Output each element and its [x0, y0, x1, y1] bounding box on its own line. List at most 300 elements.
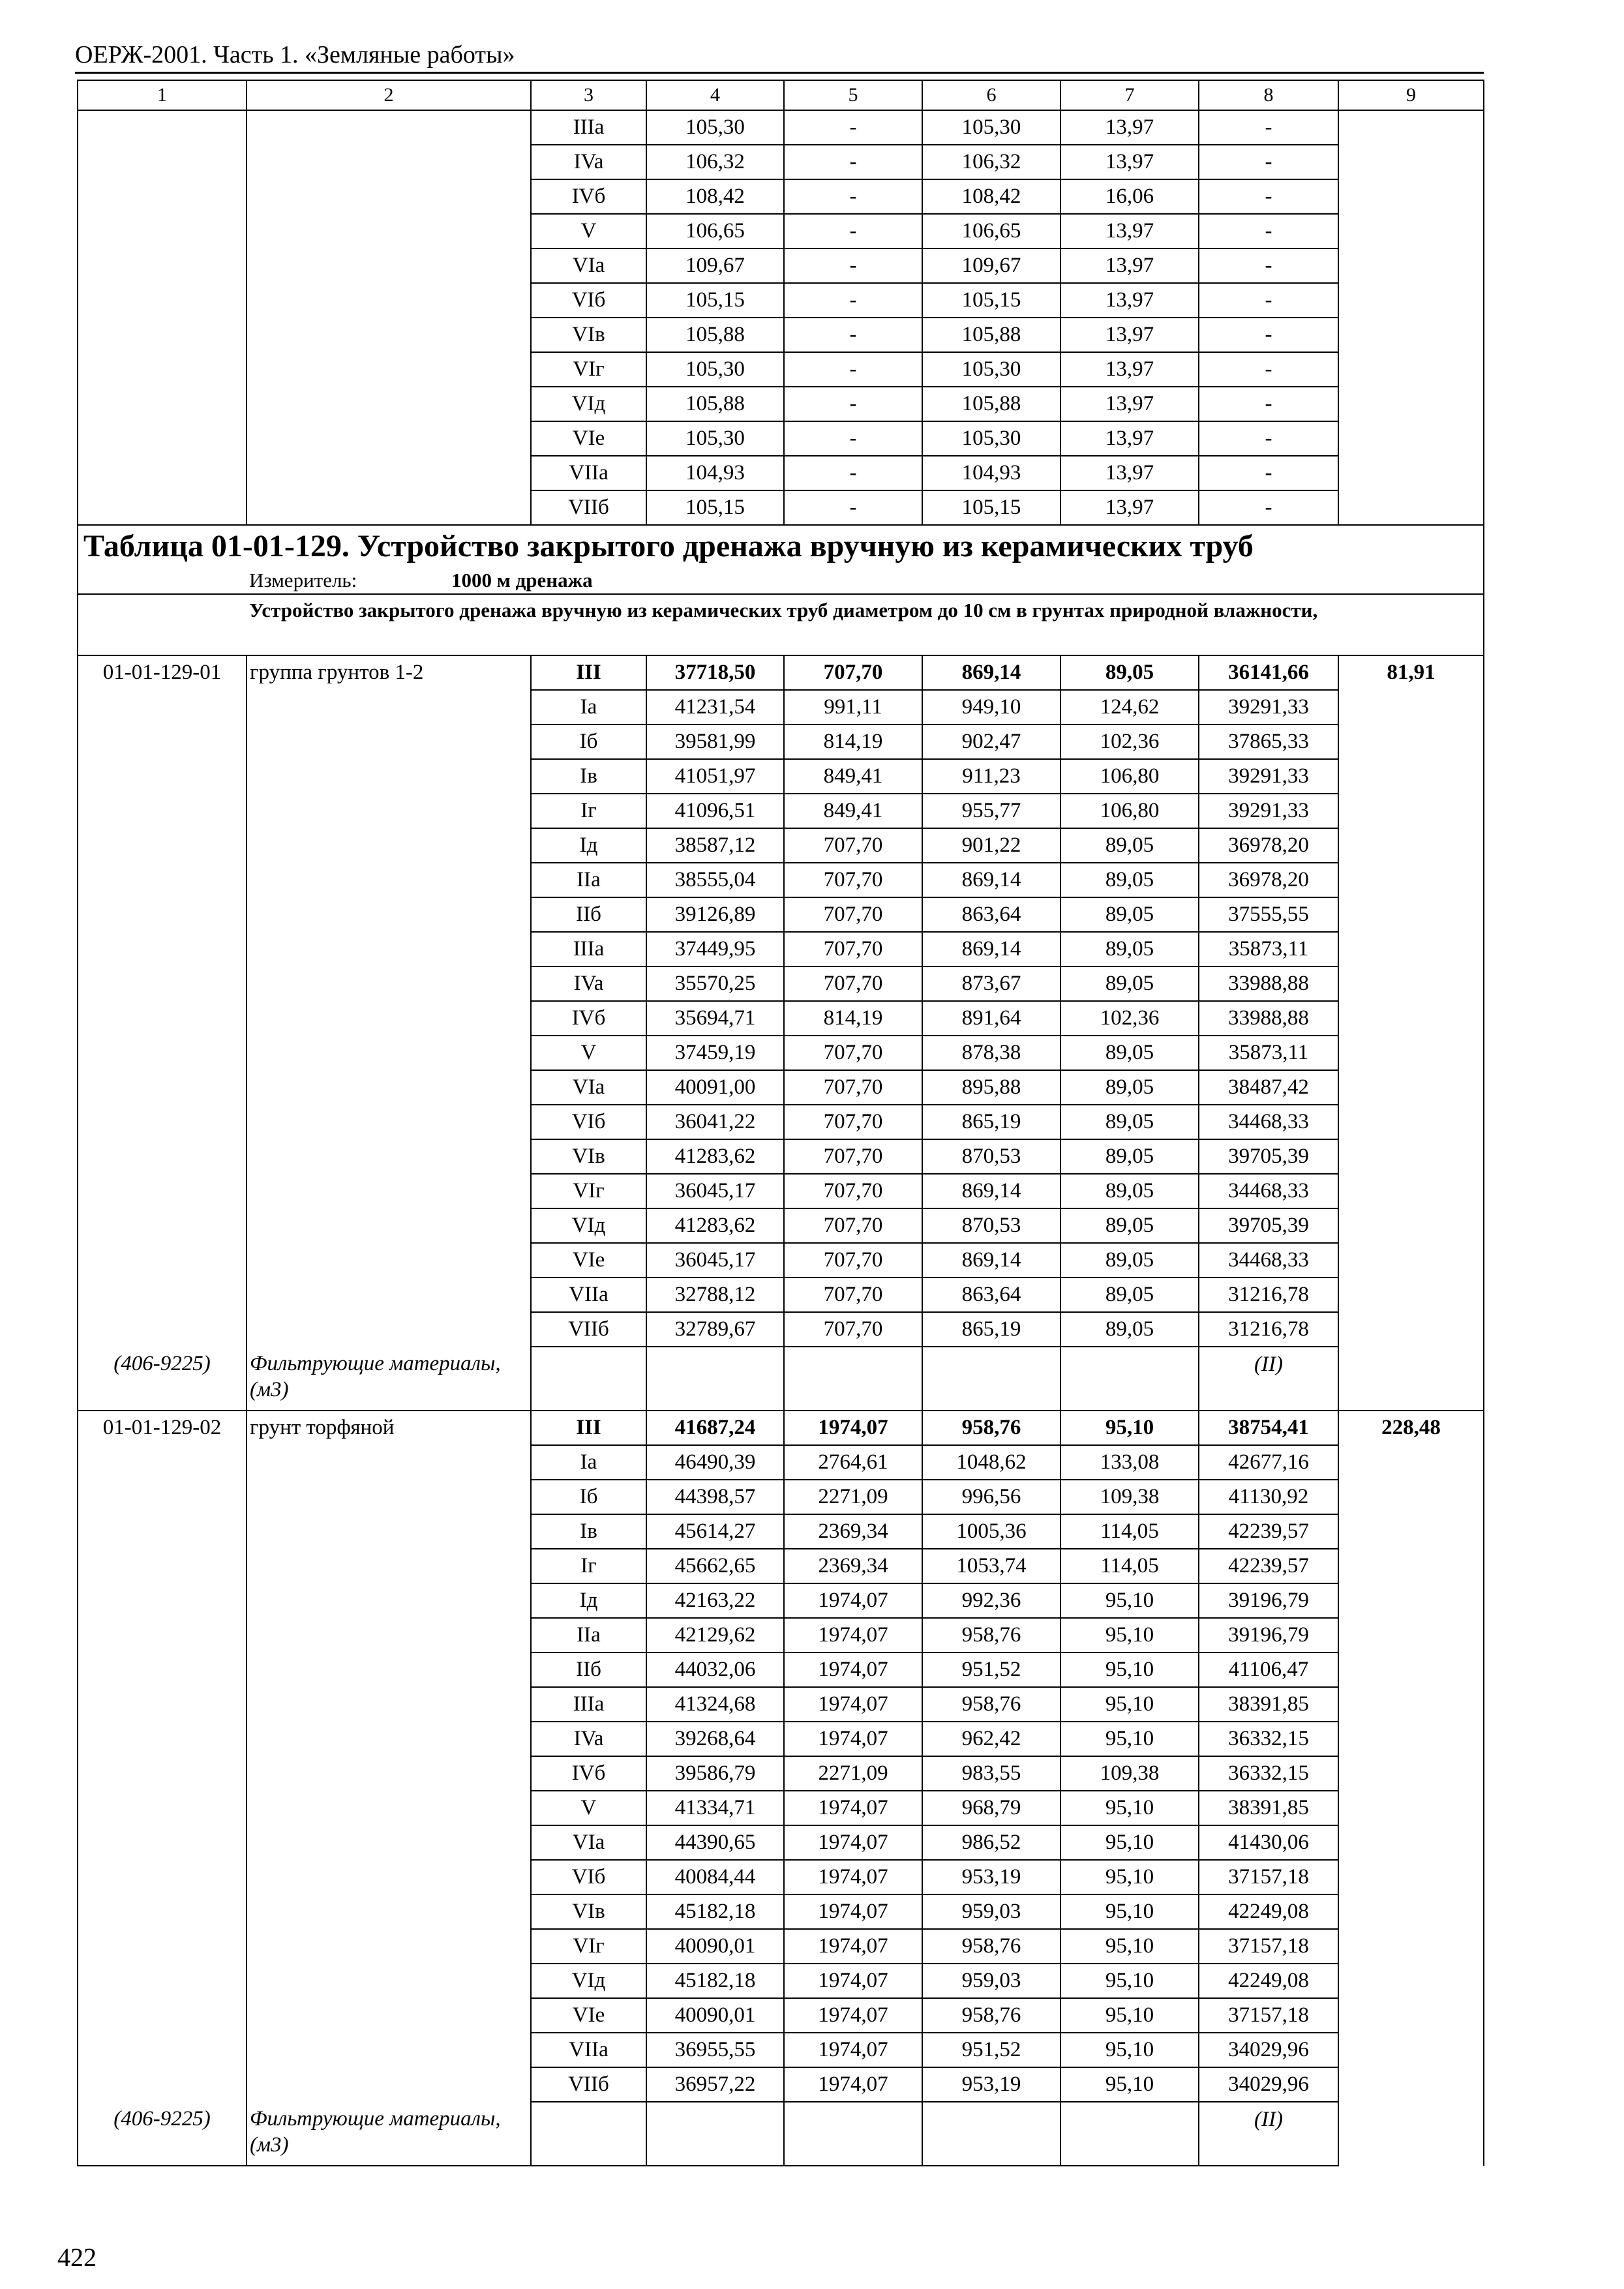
table-cell: 863,64 — [922, 1278, 1060, 1312]
table-cell: 41324,68 — [646, 1687, 784, 1722]
table-cell: 869,14 — [922, 655, 1060, 690]
table-cell: 34468,33 — [1199, 1174, 1338, 1208]
table-cell: 102,36 — [1060, 1001, 1199, 1036]
table-cell: 951,52 — [922, 1653, 1060, 1687]
empty-cell — [247, 1312, 531, 1347]
table-cell: 38487,42 — [1199, 1070, 1338, 1105]
table-cell: 16,06 — [1060, 179, 1199, 214]
table-cell: 13,97 — [1060, 110, 1199, 145]
empty-cell — [247, 1445, 531, 1480]
empty-cell — [78, 1243, 247, 1278]
table-cell: 37157,18 — [1199, 1929, 1338, 1964]
table-cell: VIIa — [531, 2033, 646, 2067]
table-cell: 13,97 — [1060, 318, 1199, 352]
table-cell: 41096,51 — [646, 794, 784, 828]
table-cell: 89,05 — [1060, 1174, 1199, 1208]
table-cell: 109,67 — [646, 248, 784, 283]
table-cell: 35694,71 — [646, 1001, 784, 1036]
table-cell: 13,97 — [1060, 490, 1199, 525]
empty-cell — [78, 1998, 247, 2033]
empty-cell — [78, 594, 247, 655]
table-cell: 878,38 — [922, 1036, 1060, 1070]
table-cell: 34468,33 — [1199, 1105, 1338, 1139]
empty-cell — [247, 1825, 531, 1860]
empty-cell — [78, 1756, 247, 1791]
table-cell: 41687,24 — [646, 1411, 784, 1445]
empty-cell — [247, 1756, 531, 1791]
table-cell: 13,97 — [1060, 214, 1199, 248]
table-cell: 968,79 — [922, 1791, 1060, 1825]
table-title: Таблица 01-01-129. Устройство закрытого дренажа вручную из керамических труб — [78, 525, 1484, 567]
empty-cell — [247, 1860, 531, 1894]
table-cell: 37157,18 — [1199, 1998, 1338, 2033]
table-cell: 707,70 — [784, 1036, 922, 1070]
table-cell: 707,70 — [784, 932, 922, 966]
measure-cell — [247, 567, 1484, 594]
table-cell: 95,10 — [1060, 1653, 1199, 1687]
table-cell: 105,15 — [922, 490, 1060, 525]
table-cell: 105,30 — [646, 110, 784, 145]
table-cell: 958,76 — [922, 1687, 1060, 1722]
table-row — [78, 1001, 1484, 1036]
column-number: 3 — [531, 80, 646, 110]
table-cell: 707,70 — [784, 1312, 922, 1347]
table-cell: 962,42 — [922, 1722, 1060, 1756]
empty-cell — [78, 966, 247, 1001]
table-cell: 42239,57 — [1199, 1514, 1338, 1549]
table-cell: VIIб — [531, 1312, 646, 1347]
table-row — [78, 690, 1484, 725]
table-cell: 42129,62 — [646, 1618, 784, 1653]
table-cell: - — [784, 214, 922, 248]
table-cell: IVa — [531, 145, 646, 179]
empty-cell — [784, 1347, 922, 1411]
table-cell: 34029,96 — [1199, 2033, 1338, 2067]
table-cell: 105,15 — [922, 283, 1060, 318]
table-cell: 1974,07 — [784, 1618, 922, 1653]
table-cell: 36332,15 — [1199, 1756, 1338, 1791]
table-cell: 958,76 — [922, 1929, 1060, 1964]
table-cell: 869,14 — [922, 863, 1060, 897]
table-cell: Ia — [531, 1445, 646, 1480]
table-cell: 32789,67 — [646, 1312, 784, 1347]
table-cell: VIe — [531, 1243, 646, 1278]
column-number: 5 — [784, 80, 922, 110]
table-cell: IIб — [531, 897, 646, 932]
rate-name: группа грунтов 1-2 — [247, 655, 531, 690]
rate-code: 01-01-129-01 — [78, 655, 247, 690]
table-cell: - — [784, 421, 922, 456]
table-cell: - — [1199, 456, 1338, 490]
table-cell: - — [784, 352, 922, 387]
table-cell: 707,70 — [784, 1174, 922, 1208]
table-cell: IVб — [531, 179, 646, 214]
group-main-row — [78, 1411, 1484, 1445]
material-code-text: (406-9225) — [113, 2107, 211, 2131]
table-cell: 13,97 — [1060, 387, 1199, 421]
empty-cell — [922, 2102, 1060, 2166]
empty-cell — [1338, 110, 1484, 525]
table-cell: 36957,22 — [646, 2067, 784, 2102]
empty-cell — [247, 1036, 531, 1070]
table-cell: 105,30 — [922, 421, 1060, 456]
empty-cell — [78, 1894, 247, 1929]
table-cell: VIб — [531, 283, 646, 318]
table-cell: - — [784, 179, 922, 214]
empty-cell — [247, 1791, 531, 1825]
table-row — [78, 2033, 1484, 2067]
empty-cell — [247, 1174, 531, 1208]
table-cell: 42249,08 — [1199, 1894, 1338, 1929]
table-cell: 13,97 — [1060, 421, 1199, 456]
table-cell: V — [531, 214, 646, 248]
table-cell: 13,97 — [1060, 145, 1199, 179]
table-cell: 1048,62 — [922, 1445, 1060, 1480]
table-cell: 707,70 — [784, 1105, 922, 1139]
table-cell: 38555,04 — [646, 863, 784, 897]
empty-cell — [247, 794, 531, 828]
table-cell: - — [1199, 318, 1338, 352]
material-name-text: Фильтрующие материалы, (м3) — [250, 2107, 501, 2157]
empty-cell — [78, 1070, 247, 1105]
table-cell: 953,19 — [922, 2067, 1060, 2102]
table-row — [78, 794, 1484, 828]
table-cell: 911,23 — [922, 759, 1060, 794]
table-cell: 36978,20 — [1199, 828, 1338, 863]
table-cell: 814,19 — [784, 725, 922, 759]
table-row — [78, 1278, 1484, 1312]
table-cell: 13,97 — [1060, 248, 1199, 283]
table-cell: 1974,07 — [784, 2033, 922, 2067]
empty-cell — [247, 1964, 531, 1998]
table-cell: 42249,08 — [1199, 1964, 1338, 1998]
table-cell: 105,30 — [922, 110, 1060, 145]
table-cell: Iд — [531, 1583, 646, 1618]
table-cell: - — [1199, 110, 1338, 145]
table-cell: 991,11 — [784, 690, 922, 725]
table-cell: 45182,18 — [646, 1894, 784, 1929]
empty-cell — [247, 1278, 531, 1312]
table-cell: - — [1199, 145, 1338, 179]
table-row — [78, 1243, 1484, 1278]
table-cell: 41334,71 — [646, 1791, 784, 1825]
table-cell: 2271,09 — [784, 1480, 922, 1514]
empty-cell — [78, 1480, 247, 1514]
table-cell: Iб — [531, 725, 646, 759]
empty-cell — [78, 1036, 247, 1070]
table-row — [78, 1653, 1484, 1687]
table-cell: 39291,33 — [1199, 690, 1338, 725]
table-cell: - — [1199, 352, 1338, 387]
table-cell: 42163,22 — [646, 1583, 784, 1618]
table-cell: VIг — [531, 1929, 646, 1964]
table-cell: 89,05 — [1060, 863, 1199, 897]
empty-cell — [247, 1653, 531, 1687]
table-cell: 45182,18 — [646, 1964, 784, 1998]
table-cell: Iв — [531, 759, 646, 794]
column-number: 7 — [1060, 80, 1199, 110]
table-cell: IIIa — [531, 1687, 646, 1722]
table-cell: 707,70 — [784, 1243, 922, 1278]
table-cell: 2369,34 — [784, 1514, 922, 1549]
table-cell: 89,05 — [1060, 966, 1199, 1001]
empty-cell — [78, 725, 247, 759]
table-cell: 707,70 — [784, 1139, 922, 1174]
material-value — [1199, 2102, 1338, 2166]
page-number: 422 — [57, 2243, 97, 2272]
empty-cell — [78, 1001, 247, 1036]
empty-cell — [78, 1139, 247, 1174]
table-cell: 891,64 — [922, 1001, 1060, 1036]
table-cell: 105,88 — [646, 318, 784, 352]
description-row — [78, 594, 1484, 655]
table-cell: 35570,25 — [646, 966, 784, 1001]
table-row — [78, 966, 1484, 1001]
table-cell: 869,14 — [922, 932, 1060, 966]
table-cell: IVa — [531, 1722, 646, 1756]
table-row — [78, 1549, 1484, 1583]
empty-cell — [247, 1929, 531, 1964]
empty-cell — [78, 863, 247, 897]
table-cell: 89,05 — [1060, 1312, 1199, 1347]
table-cell: 1974,07 — [784, 1825, 922, 1860]
table-cell: 41106,47 — [1199, 1653, 1338, 1687]
table-row — [78, 1618, 1484, 1653]
table-cell: 44390,65 — [646, 1825, 784, 1860]
table-cell: 1974,07 — [784, 1583, 922, 1618]
table-cell: 38391,85 — [1199, 1687, 1338, 1722]
table-cell: 106,32 — [922, 145, 1060, 179]
table-cell: 89,05 — [1060, 1105, 1199, 1139]
table-cell: 34468,33 — [1199, 1243, 1338, 1278]
table-cell: 996,56 — [922, 1480, 1060, 1514]
table-cell: Iд — [531, 828, 646, 863]
table-row — [78, 1445, 1484, 1480]
empty-cell — [247, 1583, 531, 1618]
table-cell: 106,32 — [646, 145, 784, 179]
table-cell: VIг — [531, 352, 646, 387]
table-cell: 37718,50 — [646, 655, 784, 690]
table-cell: 31216,78 — [1199, 1312, 1338, 1347]
table-cell: IVб — [531, 1756, 646, 1791]
empty-cell — [247, 932, 531, 966]
empty-cell — [78, 897, 247, 932]
table-cell: 95,10 — [1060, 1998, 1199, 2033]
empty-cell — [247, 1070, 531, 1105]
table-cell: 95,10 — [1060, 1964, 1199, 1998]
table-cell: 13,97 — [1060, 283, 1199, 318]
table-cell: 46490,39 — [646, 1445, 784, 1480]
table-cell: 95,10 — [1060, 1791, 1199, 1825]
table-cell: - — [1199, 179, 1338, 214]
table-cell: 105,30 — [646, 421, 784, 456]
material-code — [78, 1347, 247, 1411]
table-cell: 38754,41 — [1199, 1411, 1338, 1445]
table-row — [78, 1583, 1484, 1618]
material-name — [247, 1347, 531, 1411]
empty-cell — [531, 2102, 646, 2166]
table-row — [78, 863, 1484, 897]
table-cell: 959,03 — [922, 1964, 1060, 1998]
empty-cell — [247, 1139, 531, 1174]
table-cell: 39291,33 — [1199, 759, 1338, 794]
empty-cell — [247, 897, 531, 932]
table-cell: 1974,07 — [784, 1929, 922, 1964]
column-number: 9 — [1338, 80, 1484, 110]
table-cell: 45662,65 — [646, 1549, 784, 1583]
table-cell: 37157,18 — [1199, 1860, 1338, 1894]
table-cell: 863,64 — [922, 897, 1060, 932]
material-name — [247, 2102, 531, 2166]
table-cell: - — [1199, 490, 1338, 525]
column-number: 4 — [646, 80, 784, 110]
table-cell: - — [784, 145, 922, 179]
table-cell: 36041,22 — [646, 1105, 784, 1139]
table-cell: 34029,96 — [1199, 2067, 1338, 2102]
rate-extra: 228,48 — [1338, 1411, 1484, 2166]
table-cell: VIв — [531, 318, 646, 352]
empty-cell — [247, 1208, 531, 1243]
table-cell: 958,76 — [922, 1618, 1060, 1653]
empty-cell — [78, 828, 247, 863]
table-cell: 37555,55 — [1199, 897, 1338, 932]
empty-cell — [247, 863, 531, 897]
table-cell: 39291,33 — [1199, 794, 1338, 828]
table-row — [78, 1860, 1484, 1894]
table-cell: 89,05 — [1060, 1243, 1199, 1278]
table-cell: 992,36 — [922, 1583, 1060, 1618]
table-cell: 108,42 — [922, 179, 1060, 214]
table-cell: IIa — [531, 1618, 646, 1653]
table-cell: 105,30 — [646, 352, 784, 387]
table-row — [78, 1070, 1484, 1105]
table-cell: - — [1199, 248, 1338, 283]
rate-name: грунт торфяной — [247, 1411, 531, 1445]
table-cell: 95,10 — [1060, 1687, 1199, 1722]
table-cell: Iб — [531, 1480, 646, 1514]
table-cell: 869,14 — [922, 1243, 1060, 1278]
table-cell: 105,88 — [922, 318, 1060, 352]
table-cell: VIд — [531, 1208, 646, 1243]
empty-cell — [247, 1998, 531, 2033]
table-cell: VIIa — [531, 1278, 646, 1312]
table-cell: 1974,07 — [784, 1860, 922, 1894]
table-row — [78, 932, 1484, 966]
empty-cell — [78, 1445, 247, 1480]
table-cell: 707,70 — [784, 966, 922, 1001]
table-cell: 89,05 — [1060, 1070, 1199, 1105]
empty-cell — [78, 1929, 247, 1964]
table-cell: 41283,62 — [646, 1139, 784, 1174]
table-cell: IIIa — [531, 932, 646, 966]
empty-cell — [78, 1583, 247, 1618]
table-cell: 40091,00 — [646, 1070, 784, 1105]
table-cell: 35873,11 — [1199, 932, 1338, 966]
table-cell: V — [531, 1791, 646, 1825]
table-cell: 707,70 — [784, 828, 922, 863]
table-cell: 849,41 — [784, 759, 922, 794]
table-cell: VIв — [531, 1894, 646, 1929]
table-cell: 31216,78 — [1199, 1278, 1338, 1312]
table-cell: 38587,12 — [646, 828, 784, 863]
table-cell: - — [784, 283, 922, 318]
table-cell: 106,80 — [1060, 759, 1199, 794]
table-cell: 959,03 — [922, 1894, 1060, 1929]
table-row — [78, 1312, 1484, 1347]
table-cell: 36045,17 — [646, 1174, 784, 1208]
empty-cell — [247, 725, 531, 759]
table-cell: 114,05 — [1060, 1549, 1199, 1583]
table-cell: Iг — [531, 1549, 646, 1583]
material-value-text: (II) — [1254, 2108, 1283, 2131]
table-cell: 39196,79 — [1199, 1583, 1338, 1618]
empty-cell — [247, 1894, 531, 1929]
table-cell: 849,41 — [784, 794, 922, 828]
table-cell: 958,76 — [922, 1411, 1060, 1445]
table-cell: 89,05 — [1060, 1036, 1199, 1070]
table-cell: - — [1199, 214, 1338, 248]
table-cell: 39581,99 — [646, 725, 784, 759]
table-cell: 89,05 — [1060, 655, 1199, 690]
empty-cell — [247, 1514, 531, 1549]
table-row — [78, 828, 1484, 863]
table-cell: 95,10 — [1060, 1411, 1199, 1445]
empty-cell — [78, 1312, 247, 1347]
table-cell: 13,97 — [1060, 456, 1199, 490]
empty-cell — [78, 932, 247, 966]
table-cell: 707,70 — [784, 897, 922, 932]
empty-cell — [78, 1278, 247, 1312]
table-row — [78, 1139, 1484, 1174]
rate-extra: 81,91 — [1338, 655, 1484, 1411]
table-cell: 108,42 — [646, 179, 784, 214]
column-number: 2 — [247, 80, 531, 110]
table-cell: 1974,07 — [784, 1411, 922, 1445]
table-cell: 36045,17 — [646, 1243, 784, 1278]
table-cell: 873,67 — [922, 966, 1060, 1001]
table-cell: 104,93 — [922, 456, 1060, 490]
table-cell: 2271,09 — [784, 1756, 922, 1791]
table-cell: 105,15 — [646, 490, 784, 525]
table-row — [78, 759, 1484, 794]
table-cell: VIIб — [531, 490, 646, 525]
table-cell: - — [784, 248, 922, 283]
table-row — [78, 1174, 1484, 1208]
table-cell: 36955,55 — [646, 2033, 784, 2067]
empty-cell — [78, 1105, 247, 1139]
table-cell: 953,19 — [922, 1860, 1060, 1894]
table-row — [78, 1722, 1484, 1756]
material-value — [1199, 1347, 1338, 1411]
table-row — [78, 1105, 1484, 1139]
table-cell: 44032,06 — [646, 1653, 784, 1687]
table-row — [78, 1791, 1484, 1825]
table-cell: 707,70 — [784, 1070, 922, 1105]
table-cell: 89,05 — [1060, 828, 1199, 863]
table-cell: V — [531, 1036, 646, 1070]
table-cell: 114,05 — [1060, 1514, 1199, 1549]
table-cell: 1974,07 — [784, 1998, 922, 2033]
table-row — [78, 1480, 1484, 1514]
table-cell: 39705,39 — [1199, 1139, 1338, 1174]
table-cell: VIд — [531, 387, 646, 421]
table-cell: 1974,07 — [784, 1722, 922, 1756]
table-cell: 95,10 — [1060, 2067, 1199, 2102]
table-cell: 40090,01 — [646, 1998, 784, 2033]
table-row — [78, 897, 1484, 932]
table-cell: 109,38 — [1060, 1480, 1199, 1514]
empty-cell — [78, 1687, 247, 1722]
